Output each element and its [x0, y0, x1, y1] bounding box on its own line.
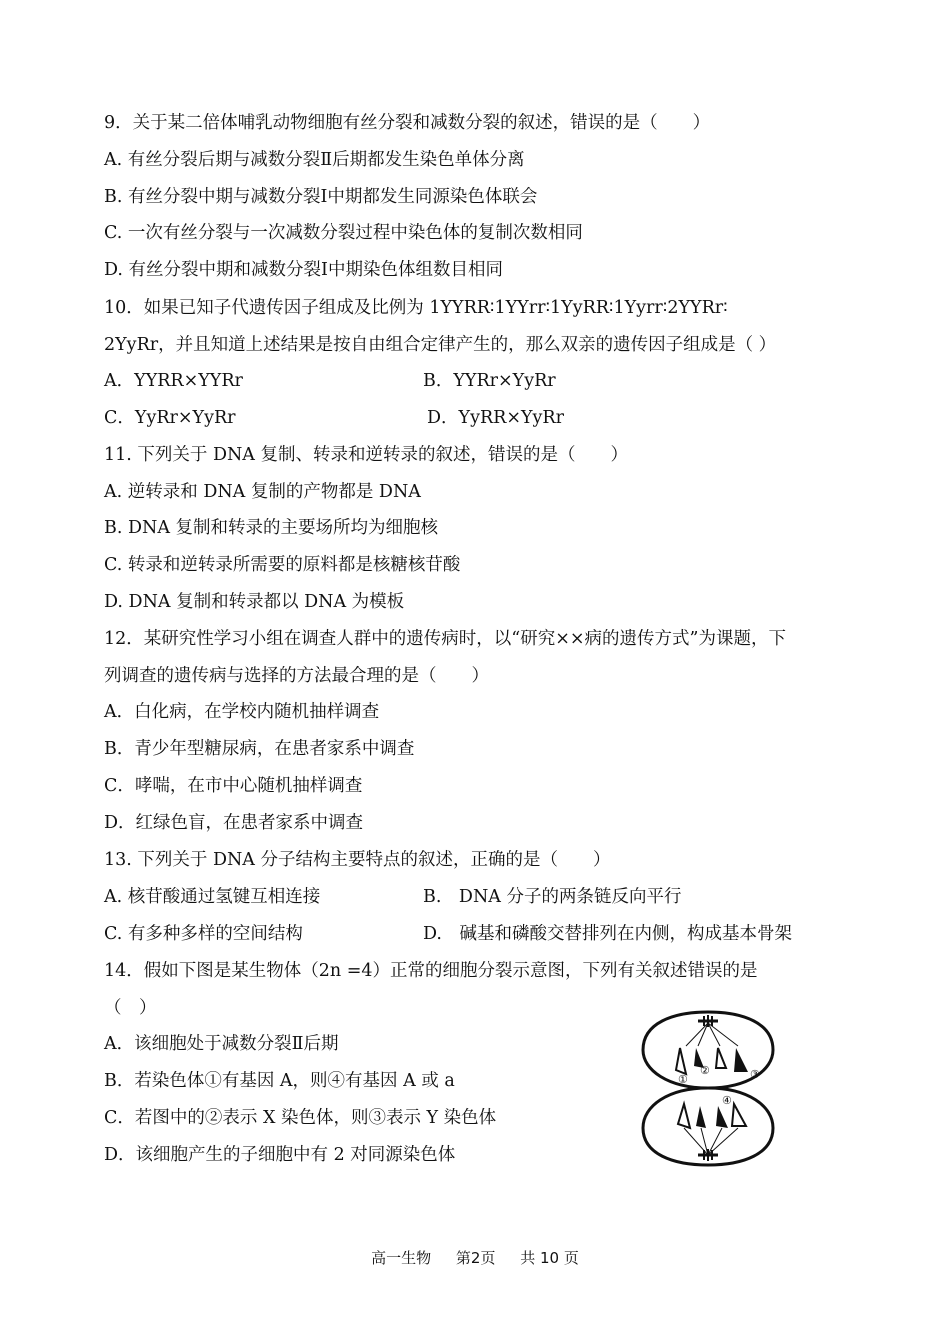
- q12-option-b: B．青少年型糖尿病，在患者家系中调查: [104, 739, 415, 759]
- q14-stem-line1: 14．假如下图是某生物体（2n =4）正常的细胞分裂示意图，下列有关叙述错误的是: [104, 961, 758, 981]
- q9-stem: 9．关于某二倍体哺乳动物细胞有丝分裂和减数分裂的叙述，错误的是（ ）: [104, 113, 711, 133]
- q13-option-b: B. DNA 分子的两条链反向平行: [423, 887, 682, 907]
- q12-option-c: C．哮喘，在市中心随机抽样调查: [104, 776, 363, 796]
- label-3: ③: [750, 1068, 760, 1081]
- footer-total: 共 10 页: [520, 1249, 579, 1267]
- cell-division-figure: [638, 1008, 778, 1168]
- bottom-pole: [698, 1149, 718, 1161]
- top-spindle: [686, 1023, 738, 1046]
- q11-option-b: B. DNA 复制和转录的主要场所均为细胞核: [104, 518, 439, 538]
- q10-option-d: D．YyRR×YyRr: [427, 408, 564, 428]
- q11-stem: 11. 下列关于 DNA 复制、转录和逆转录的叙述，错误的是（ ）: [104, 445, 628, 465]
- q10-option-a: A．YYRR×YYRr: [104, 371, 243, 391]
- label-2: ②: [700, 1064, 710, 1077]
- q14-option-d: D．该细胞产生的子细胞中有 2 对同源染色体: [104, 1145, 456, 1165]
- q14-option-b: B．若染色体①有基因 A，则④有基因 A 或 a: [104, 1071, 455, 1091]
- footer-subject: 高一生物: [371, 1249, 432, 1267]
- q12-stem-line2: 列调查的遗传病与选择的方法最合理的是（ ）: [104, 666, 489, 686]
- q11-option-d: D. DNA 复制和转录都以 DNA 为模板: [104, 592, 405, 612]
- q12-option-a: A．白化病，在学校内随机抽样调查: [104, 702, 380, 722]
- q10-stem-line2: 2YyRr，并且知道上述结果是按自由组合定律产生的，那么双亲的遗传因子组成是（ ）: [104, 335, 777, 355]
- q12-option-d: D．红绿色盲，在患者家系中调查: [104, 813, 364, 833]
- q13-stem: 13. 下列关于 DNA 分子结构主要特点的叙述，正确的是（ ）: [104, 850, 611, 870]
- q14-stem-line2: （ ）: [104, 998, 157, 1018]
- q14-option-c: C．若图中的②表示 X 染色体，则③表示 Y 染色体: [104, 1108, 497, 1128]
- q13-option-c: C. 有多种多样的空间结构: [104, 924, 303, 944]
- q11-option-a: A. 逆转录和 DNA 复制的产物都是 DNA: [104, 482, 421, 502]
- q9-option-d: D. 有丝分裂中期和减数分裂Ⅰ中期染色体组数目相同: [104, 260, 503, 280]
- label-1: ①: [678, 1073, 688, 1086]
- top-pole: [698, 1015, 718, 1027]
- cell-membrane: [643, 1012, 773, 1165]
- page-footer: [0, 1247, 950, 1268]
- q10-option-c: C．YyRr×YyRr: [104, 408, 236, 428]
- q11-option-c: C. 转录和逆转录所需要的原料都是核糖核苷酸: [104, 555, 461, 575]
- q10-stem-line1: 10．如果已知子代遗传因子组成及比例为 1YYRR∶1YYrr∶1YyRR∶1Yyrr∶2YYRr∶: [104, 298, 728, 318]
- bottom-chromosomes: [678, 1104, 746, 1128]
- q13-option-a: A. 核苷酸通过氢键互相连接: [104, 887, 321, 907]
- footer-page: 第2页: [455, 1249, 496, 1267]
- q12-stem-line1: 12．某研究性学习小组在调查人群中的遗传病时，以“研究××病的遗传方式”为课题，下: [104, 629, 786, 649]
- q9-option-a: A. 有丝分裂后期与减数分裂Ⅱ后期都发生染色单体分离: [104, 150, 525, 170]
- label-4: ④: [722, 1094, 732, 1107]
- q14-option-a: A．该细胞处于减数分裂Ⅱ后期: [104, 1034, 339, 1054]
- q9-option-b: B. 有丝分裂中期与减数分裂Ⅰ中期都发生同源染色体联会: [104, 187, 538, 207]
- q13-option-d: D. 碱基和磷酸交替排列在内侧，构成基本骨架: [423, 924, 792, 944]
- q10-option-b: B．YYRr×YyRr: [423, 371, 556, 391]
- q9-option-c: C. 一次有丝分裂与一次减数分裂过程中染色体的复制次数相同: [104, 223, 583, 243]
- top-chromosomes: [676, 1048, 748, 1074]
